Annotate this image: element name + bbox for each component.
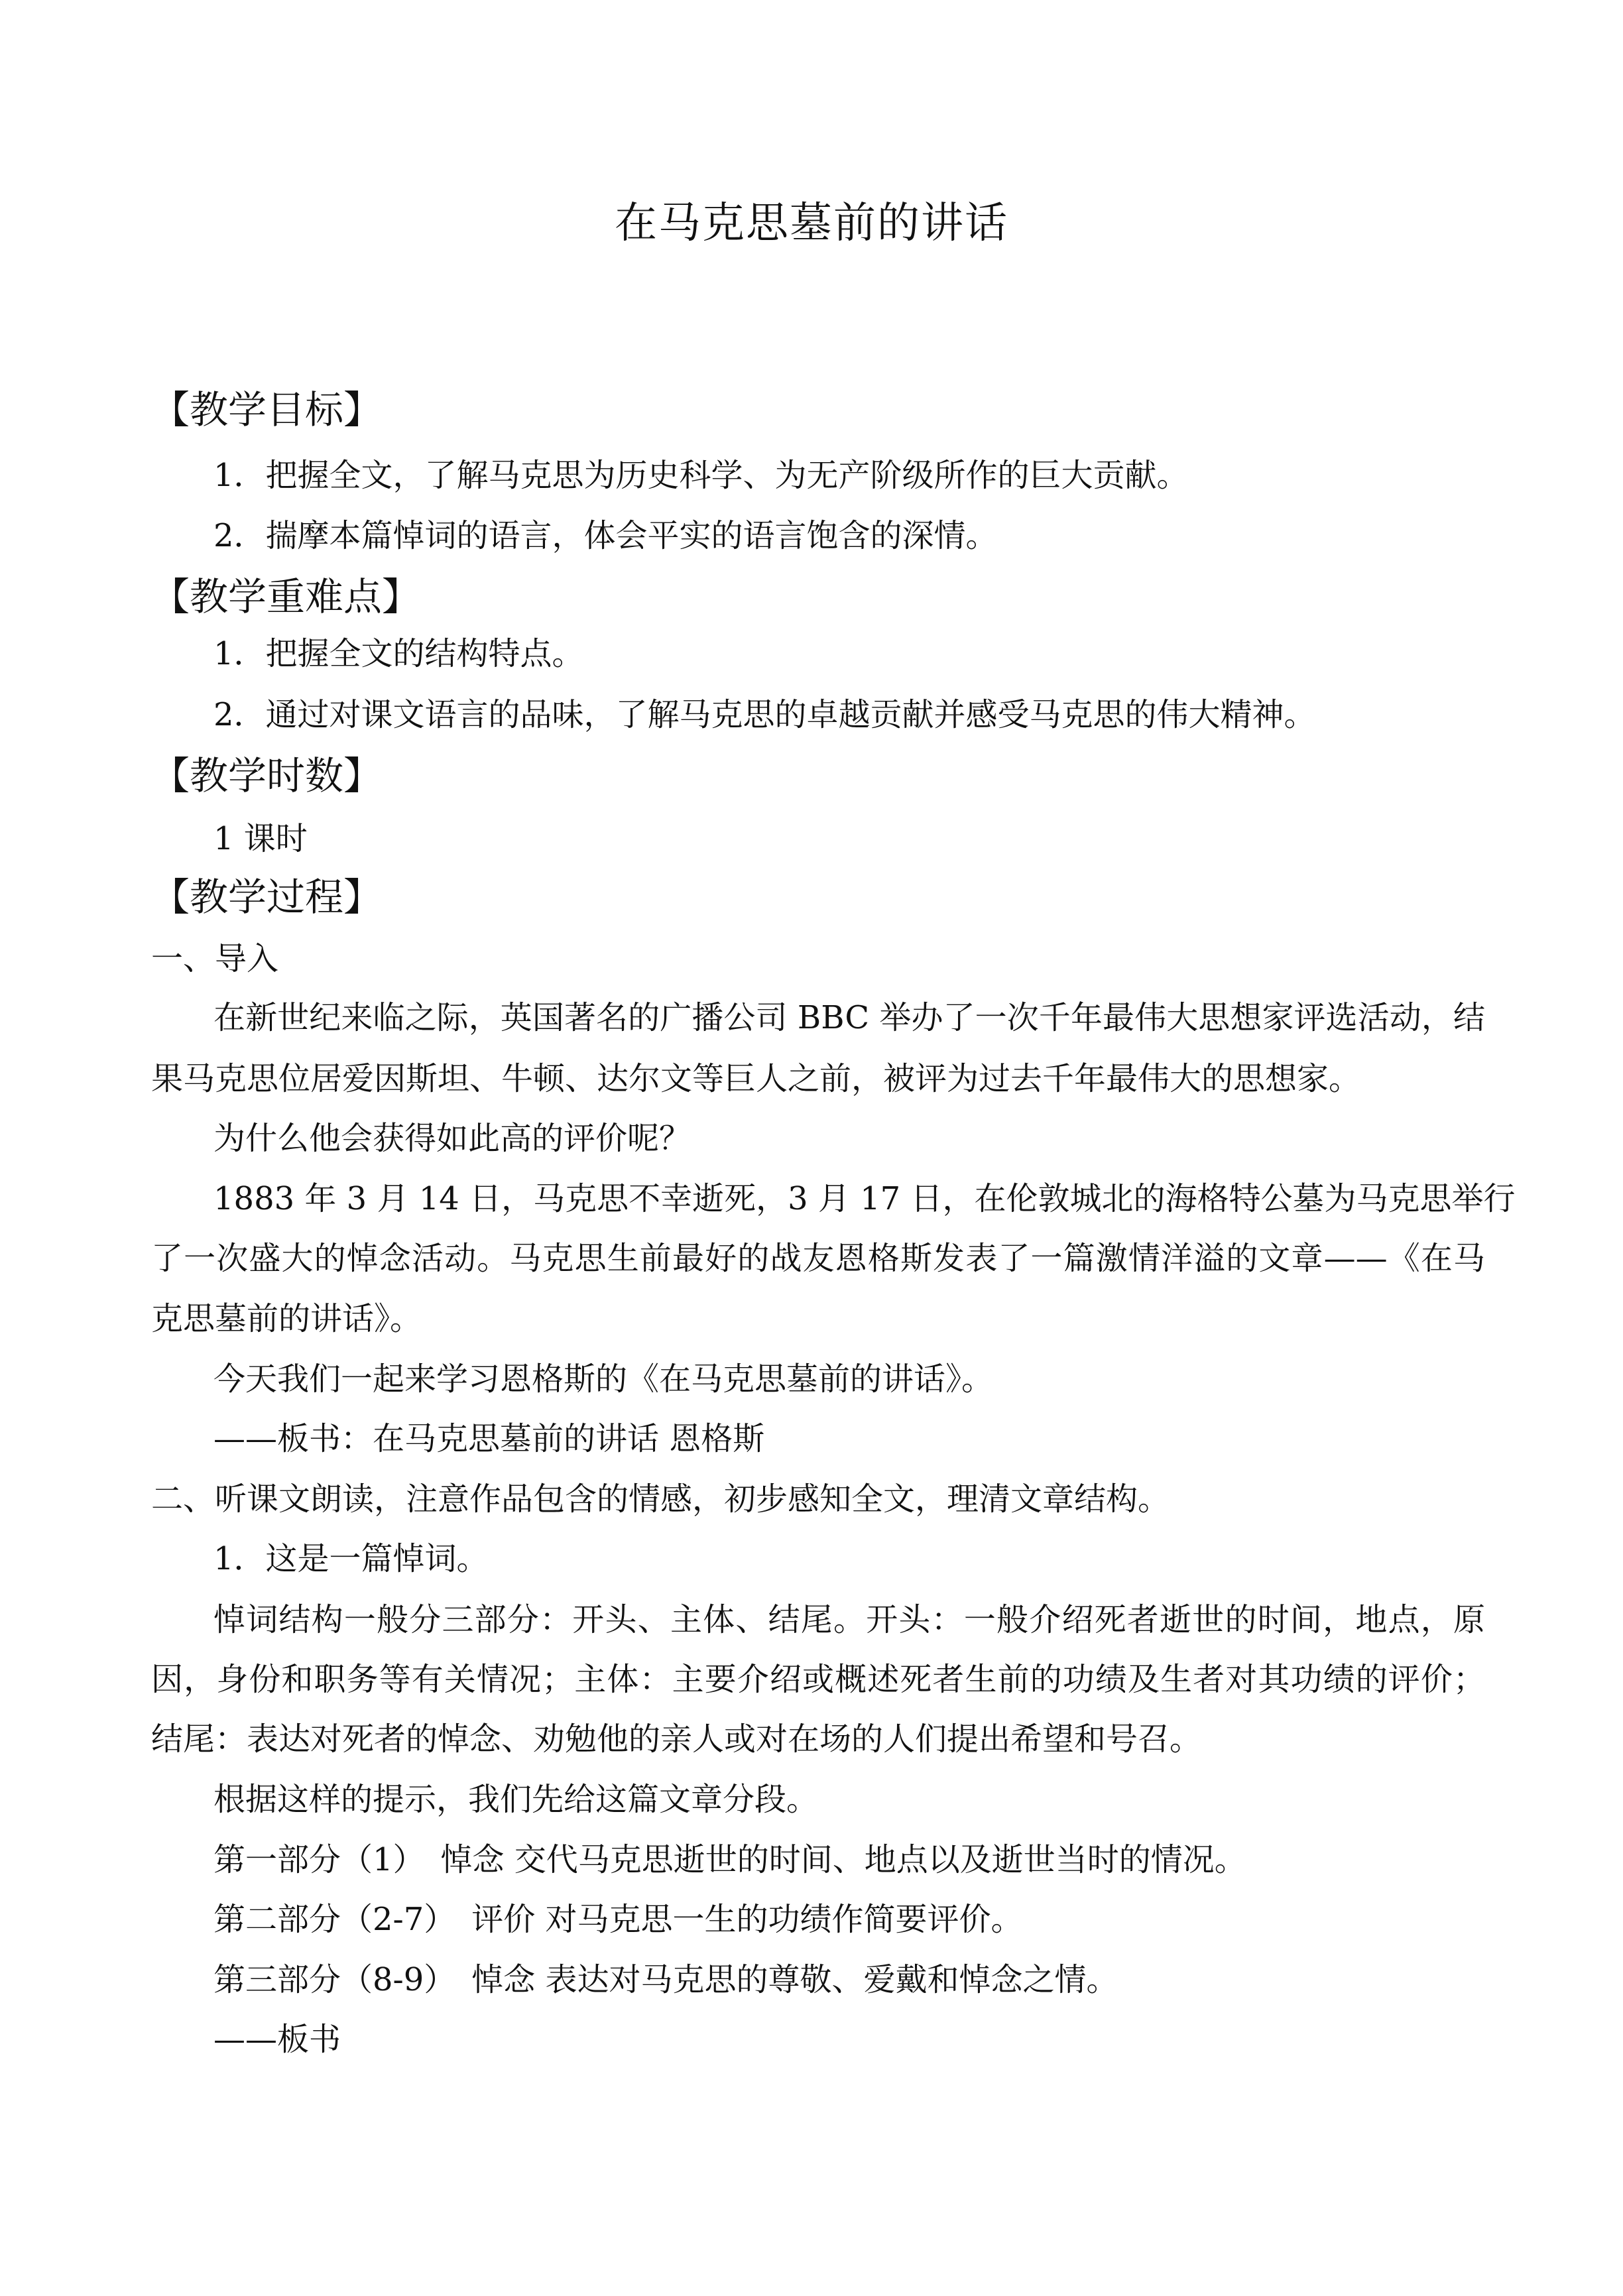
heading-process: 【教学过程】 [151, 875, 383, 920]
part1-para1-line1: 在新世纪来临之际，英国著名的广播公司 BBC 举办了一次千年最伟大思想家评选活动，结 [213, 999, 1485, 1036]
segment-3: 第三部分（8-9） 悼念 表达对马克思的尊敬、爱戴和悼念之情。 [213, 1961, 1118, 1998]
part2-item1: 1．这是一篇悼词。 [213, 1540, 489, 1577]
part2-para1-line2: 因，身份和职务等有关情况；主体：主要介绍或概述死者生前的功绩及生者对其功绩的评价； [151, 1661, 1485, 1698]
key-point-item-1: 1．把握全文的结构特点。 [213, 635, 584, 672]
key-point-item-2: 2．通过对课文语言的品味，了解马克思的卓越贡献并感受马克思的伟大精神。 [213, 696, 1316, 733]
hours-value: 1 课时 [213, 820, 308, 857]
part2-para2: 根据这样的提示，我们先给这篇文章分段。 [213, 1781, 819, 1818]
part1-para2: 为什么他会获得如此高的评价呢？ [213, 1120, 691, 1157]
part1-para1-line2: 果马克思位居爱因斯坦、牛顿、达尔文等巨人之前，被评为过去千年最伟大的思想家。 [151, 1060, 1361, 1097]
part1-board: ——板书：在马克思墓前的讲话 恩格斯 [213, 1420, 765, 1457]
part1-para3-line1: 1883 年 3 月 14 日，马克思不幸逝死，3 月 17 日，在伦敦城北的海格特公墓为马克思举行 [213, 1180, 1516, 1217]
heading-hours: 【教学时数】 [151, 753, 383, 798]
part2-board: ——板书 [213, 2021, 341, 2058]
part2-heading: 二、听课文朗读，注意作品包含的情感，初步感知全文，理清文章结构。 [151, 1480, 1170, 1518]
segment-2: 第二部分（2-7） 评价 对马克思一生的功绩作简要评价。 [213, 1901, 1023, 1938]
page-title: 在马克思墓前的讲话 [615, 199, 1008, 248]
part1-para3-line2: 了一次盛大的悼念活动。马克思生前最好的战友恩格斯发表了一篇激情洋溢的文章——《在马 [151, 1240, 1485, 1277]
segment-1: 第一部分（1） 悼念 交代马克思逝世的时间、地点以及逝世当时的情况。 [213, 1841, 1246, 1878]
part2-para1-line3: 结尾：表达对死者的悼念、劝勉他的亲人或对在场的人们提出希望和号召。 [151, 1721, 1202, 1758]
part1-para3-line3: 克思墓前的讲话》。 [151, 1300, 422, 1337]
objective-item-1: 1．把握全文，了解马克思为历史科学、为无产阶级所作的巨大贡献。 [213, 457, 1189, 494]
heading-key-points: 【教学重难点】 [151, 574, 421, 619]
part2-para1-line1: 悼词结构一般分三部分：开头、主体、结尾。开头：一般介绍死者逝世的时间，地点，原 [213, 1601, 1485, 1638]
heading-objectives: 【教学目标】 [151, 387, 383, 432]
part1-para4: 今天我们一起来学习恩格斯的《在马克思墓前的讲话》。 [213, 1360, 994, 1398]
objective-item-2: 2．揣摩本篇悼词的语言，体会平实的语言饱含的深情。 [213, 517, 998, 554]
part1-heading: 一、导入 [151, 940, 279, 977]
